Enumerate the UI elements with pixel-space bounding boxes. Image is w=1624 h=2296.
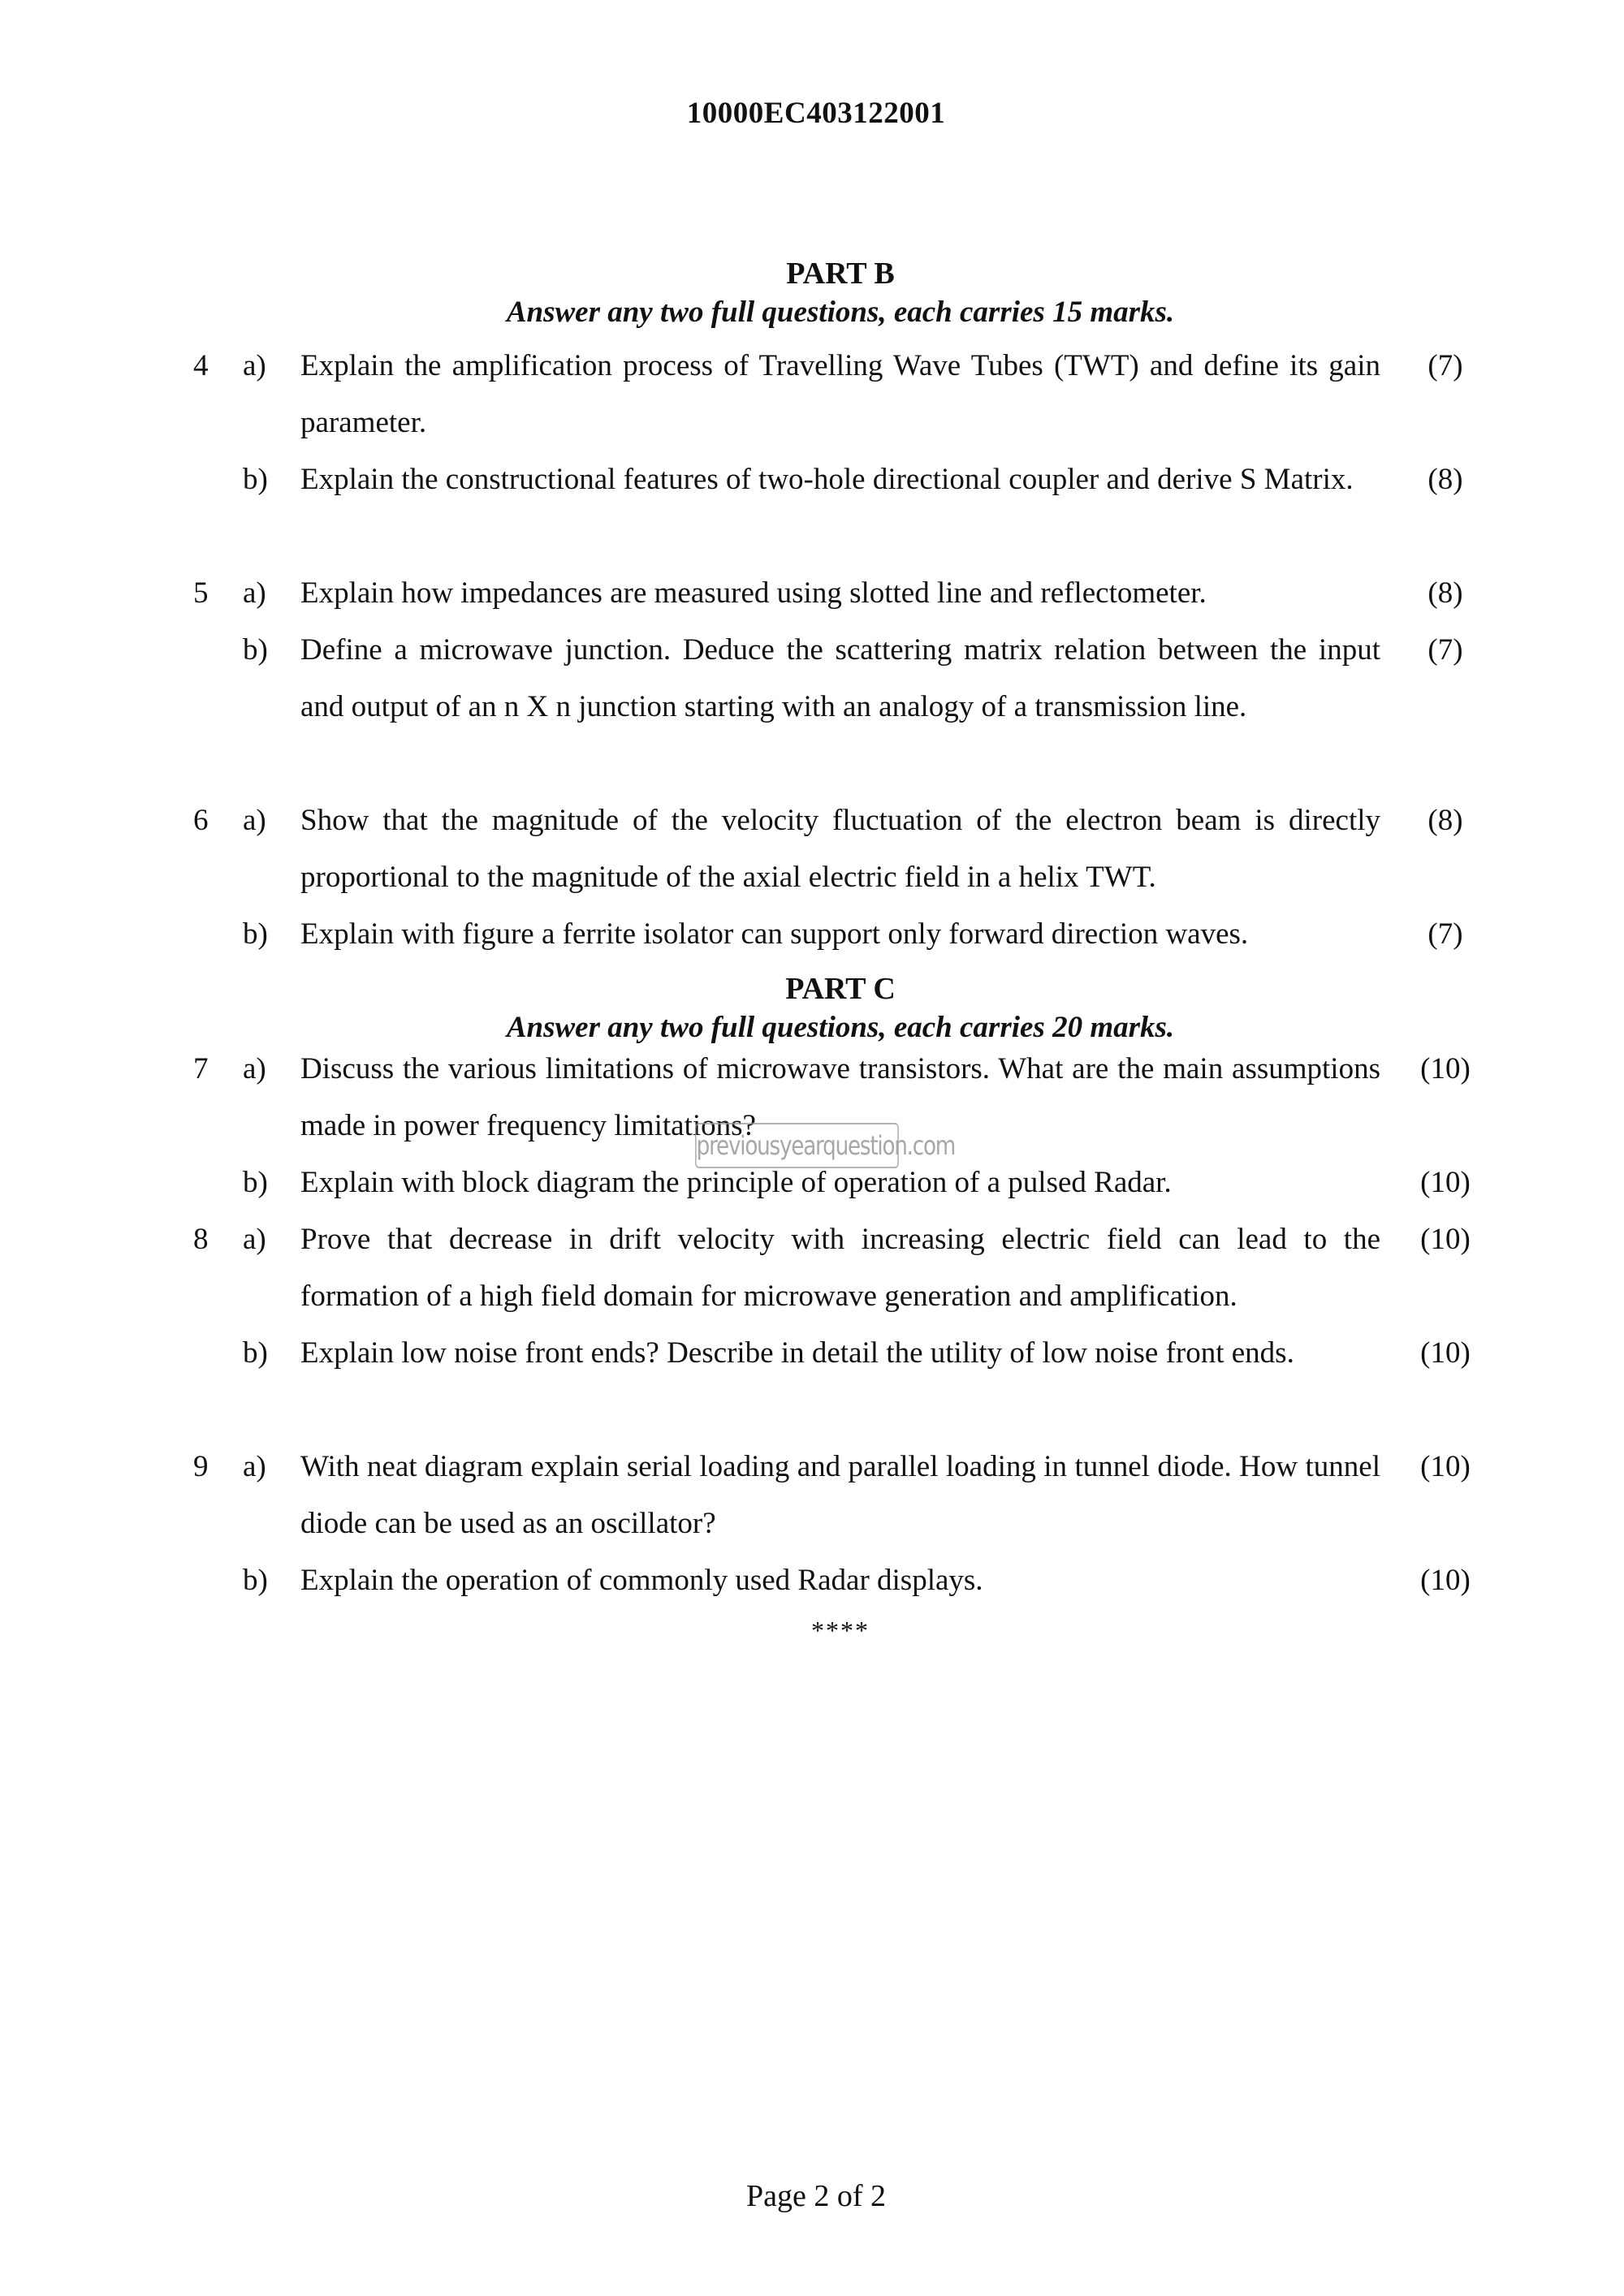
question-marks: (10): [1420, 1336, 1471, 1370]
question-sub-label: a): [243, 1223, 266, 1256]
question-sub-label: a): [243, 349, 266, 382]
question-text: Explain with figure a ferrite isolator can support only forward direction waves.: [300, 917, 1249, 951]
question-text: Show that the magnitude of the velocity fluctuation of the electron beam is directly proportional to the magnitude of the axial electric field in a helix TWT.: [300, 804, 1380, 894]
question-marks: (8): [1427, 804, 1463, 837]
part-c-instruction: Answer any two full questions, each carries 20 marks.: [506, 1011, 1175, 1044]
question-number: 5: [193, 576, 209, 610]
end-of-paper-mark: ****: [811, 1616, 870, 1645]
question-number: 4: [193, 349, 209, 382]
question-marks: (8): [1427, 463, 1463, 496]
question-marks: (7): [1427, 633, 1463, 667]
question-sub-label: b): [243, 633, 268, 667]
question-text: Explain low noise front ends? Describe in detail the utility of low noise front ends.: [300, 1336, 1294, 1370]
question-sub-label: a): [243, 804, 266, 837]
part-c-title: PART C: [785, 972, 896, 1006]
question-sub-label: b): [243, 1166, 268, 1199]
question-marks: (10): [1420, 1052, 1471, 1085]
question-text: Explain the constructional features of two-hole directional coupler and derive S Matrix.: [300, 463, 1354, 496]
question-marks: (10): [1420, 1223, 1471, 1256]
question-text: Discuss the various limitations of microwave transistors. What are the main assumptions made in power frequency limitations?: [300, 1052, 1380, 1142]
question-marks: (7): [1427, 917, 1463, 951]
question-sub-label: a): [243, 1052, 266, 1085]
question-text: Prove that decrease in drift velocity with increasing electric field can lead to the formation of a high field domain for microwave generation and amplification.: [300, 1223, 1380, 1313]
question-text: Define a microwave junction. Deduce the scattering matrix relation between the input and output of an n X n junction starting with an analogy of a transmission line.: [300, 633, 1380, 723]
question-number: 7: [193, 1052, 209, 1085]
question-marks: (10): [1420, 1450, 1471, 1483]
question-text: With neat diagram explain serial loading and parallel loading in tunnel diode. How tunnel diode can be used as an oscillator?: [300, 1450, 1380, 1540]
page-number: Page 2 of 2: [745, 2179, 887, 2213]
watermark-stamp: previousyearquestion.com: [695, 1123, 899, 1168]
question-marks: (8): [1427, 576, 1463, 610]
question-marks: (10): [1420, 1564, 1471, 1597]
question-marks: (7): [1427, 349, 1463, 382]
question-text: Explain the operation of commonly used Radar displays.: [300, 1564, 983, 1597]
question-text: Explain the amplification process of Travelling Wave Tubes (TWT) and define its gain parameter.: [300, 349, 1380, 439]
question-number: 8: [193, 1223, 209, 1256]
question-sub-label: b): [243, 463, 268, 496]
part-b-title: PART B: [786, 257, 895, 291]
question-sub-label: b): [243, 1564, 268, 1597]
question-text: Explain how impedances are measured using slotted line and reflectometer.: [300, 576, 1207, 610]
question-number: 9: [193, 1450, 209, 1483]
question-sub-label: a): [243, 1450, 266, 1483]
question-sub-label: a): [243, 576, 266, 610]
question-sub-label: b): [243, 1336, 268, 1370]
question-sub-label: b): [243, 917, 268, 951]
question-number: 6: [193, 804, 209, 837]
part-b-instruction: Answer any two full questions, each carries 15 marks.: [506, 296, 1175, 329]
paper-code: 10000EC403122001: [686, 97, 946, 130]
question-marks: (10): [1420, 1166, 1471, 1199]
question-text: Explain with block diagram the principle of operation of a pulsed Radar.: [300, 1166, 1172, 1199]
